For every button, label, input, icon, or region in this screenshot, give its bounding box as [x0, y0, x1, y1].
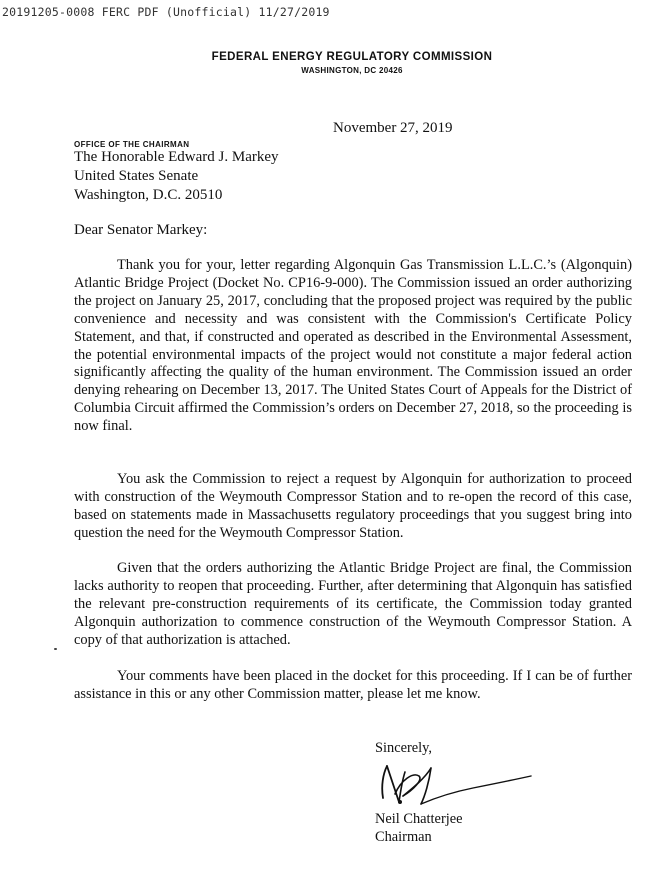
paragraph-4: [74, 668, 632, 704]
recipient-name: The Honorable Edward J. Markey: [74, 149, 279, 165]
filing-stamp: 20191205-0008 FERC PDF (Unofficial) 11/27/2019: [2, 5, 330, 19]
handwritten-signature: [373, 758, 533, 814]
paragraph-3-text: Given that the orders authorizing the Atlantic Bridge Project are final, the Commission lacks authority to reopen that proceeding. Further, after determining that Algonquin has satisfied the relevant pre-construction requirements of its certificate, the Commission today granted Algonquin authorization to commence construction of the Weymouth Compressor Station. A copy of that authorization is attached.: [74, 560, 632, 648]
paragraph-1-text: Thank you for your, letter regarding Algonquin Gas Transmission L.L.C.’s (Algonquin) Atlantic Bridge Project (Docket No. CP16-9-000). The Commission issued an order authorizing the project on January 25, 2017, concluding that the proposed project was required by the public convenience and necessity and was consistent with the Commission's Certificate Policy Statement, and that, if constructed and operated as described in the Environmental Assessment, the potential environmental impacts of the project would not constitute a major federal action significantly affecting the quality of the human environment. The Commission issued an order denying rehearing on December 13, 2017. The United States Court of Appeals for the District of Columbia Circuit affirmed the Commission’s orders on December 27, 2018, so the proceeding is now final.: [74, 257, 632, 435]
office-label: OFFICE OF THE CHAIRMAN: [74, 140, 190, 149]
letter-date: November 27, 2019: [333, 120, 453, 136]
recipient-org: United States Senate: [74, 168, 199, 184]
paragraph-3: [74, 560, 632, 650]
closing: Sincerely,: [375, 740, 433, 756]
signer-name: Neil Chatterjee: [375, 811, 463, 827]
paragraph-4-text: Your comments have been placed in the docket for this proceeding. If I can be of further assistance in this or any other Commission matter, please let me know.: [74, 668, 632, 702]
recipient-city: Washington, D.C. 20510: [74, 187, 223, 203]
scan-speck: [54, 648, 57, 650]
salutation: Dear Senator Markey:: [74, 222, 208, 238]
paragraph-2-text: You ask the Commission to reject a request by Algonquin for authorization to proceed with construction of the Weymouth Compressor Station and to re-open the record of this case, based on statements made in Massachusetts regulatory proceedings that you suggest bring into question the need for the Weymouth Compressor Station.: [74, 471, 632, 541]
letterhead-agency: FEDERAL ENERGY REGULATORY COMMISSION: [211, 51, 493, 63]
signer-title: Chairman: [375, 829, 432, 845]
paragraph-1: [74, 257, 632, 436]
paragraph-2: [74, 471, 632, 543]
letterhead-location: WASHINGTON, DC 20426: [301, 66, 403, 75]
